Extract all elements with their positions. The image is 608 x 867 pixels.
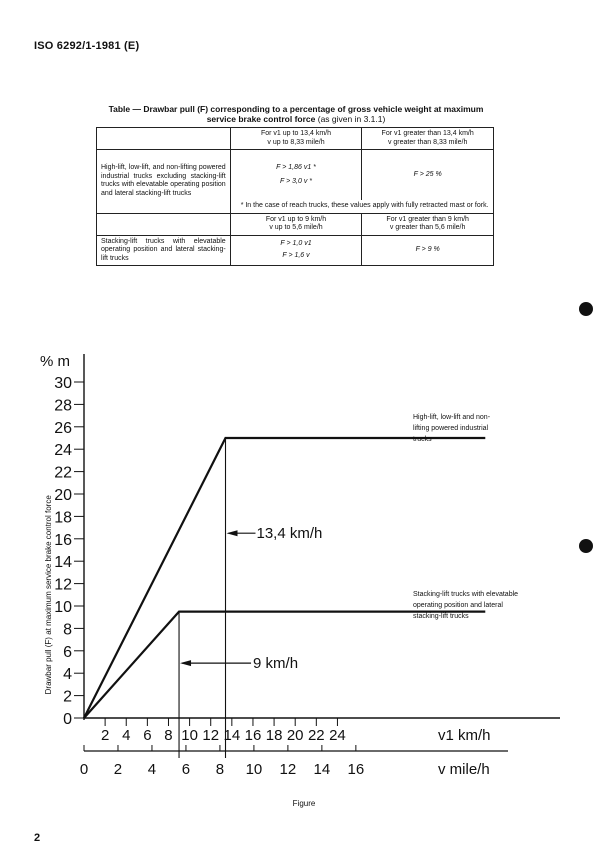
table-caption-title: Table — Drawbar pull (F) corresponding to a percentage of gross vehicle weight at maximum service brake control force (108, 104, 484, 124)
x-kmh-tick-label: 20 (286, 727, 304, 744)
x-kmh-tick-label: 4 (122, 727, 131, 744)
x-kmh-tick-label: 22 (307, 727, 325, 744)
y-tick-label: 4 (63, 666, 72, 684)
x-mph-tick-label: 0 (79, 761, 89, 778)
x-kmh-tick-label: 14 (223, 727, 241, 744)
x-kmh-tick-label: 12 (202, 727, 220, 744)
y-tick-label: 18 (54, 509, 72, 527)
x-mph-tick-label: 2 (113, 761, 123, 778)
x-mph-tick-label: 4 (147, 761, 157, 778)
x-kmh-tick-label: 18 (265, 727, 283, 744)
table-cell-speed-high: For v1 greater than 13,4 km/h v greater than 8,33 mile/h (362, 128, 494, 150)
y-unit-label: % m (40, 353, 70, 370)
arrow-head-icon (227, 530, 238, 536)
table-caption (96, 104, 496, 124)
punch-hole-mark (579, 302, 593, 316)
x-kmh-tick-label: 2 (100, 727, 110, 744)
y-tick-label: 20 (54, 487, 72, 504)
table-cell-formula-low: F > 1,86 v1 * F > 3,0 v * (230, 150, 362, 201)
legend-text-stacking: operating position and lateral (413, 601, 503, 609)
table-cell-vehicle: Stacking-lift trucks with elevatable operating position and lateral stacking-lift trucks (97, 235, 231, 266)
legend-text-high-lift: lifting powered industrial (413, 424, 489, 432)
table-note: * In the case of reach trucks, these values apply with fully retracted mast or fork. (230, 200, 493, 213)
annotation-label-9: 9 km/h (253, 655, 299, 673)
x-mph-axis-label: v mile/h (438, 761, 490, 778)
x-kmh-tick-label: 10 (181, 727, 198, 744)
x-mph-tick-label: 8 (215, 761, 225, 778)
y-tick-label: 14 (54, 554, 72, 572)
y-tick-label: 26 (54, 419, 72, 437)
y-tick-label: 16 (54, 531, 72, 549)
y-tick-label: 0 (63, 711, 72, 728)
table-cell-speed-high: For v1 greater than 9 km/h v greater than 5,6 mile/h (362, 213, 494, 235)
document-code: ISO 6292/1-1981 (E) (34, 40, 140, 52)
table-row (97, 213, 494, 235)
y-tick-label: 6 (63, 643, 72, 661)
y-tick-label: 10 (54, 599, 72, 616)
drawbar-pull-table (96, 127, 494, 266)
x-mph-tick-label: 12 (279, 761, 297, 778)
table-cell-speed-low: For v1 up to 9 km/h v up to 5,6 mile/h (230, 213, 362, 235)
y-tick-label: 2 (63, 688, 72, 706)
table-cell-empty (97, 128, 231, 150)
legend-text-stacking: stacking-lift trucks (413, 612, 469, 620)
annotation-label-13-4: 13,4 km/h (256, 525, 323, 543)
arrow-head-icon (180, 660, 191, 666)
table-cell-formula-high: F > 25 % (362, 150, 494, 201)
table-cell-speed-low: For v1 up to 13,4 km/h v up to 8,33 mile/h (230, 128, 362, 150)
y-tick-label: 24 (54, 442, 72, 460)
x-mph-tick-label: 10 (245, 761, 263, 778)
table-cell-formula-high: F > 9 % (362, 235, 494, 266)
table-row (97, 150, 494, 201)
table-cell-vehicle: High-lift, low-lift, and non-lifting powered industrial trucks excluding stacking-lift trucks with elevatable operating position and lateral stacking-lift trucks (97, 150, 231, 214)
table-row (97, 235, 494, 266)
figure-caption: Figure (292, 799, 316, 808)
series-line-1 (84, 435, 485, 718)
x-kmh-tick-label: 6 (143, 727, 152, 744)
y-tick-label: 12 (54, 576, 72, 594)
page-number: 2 (34, 832, 41, 844)
table-cell-formula-low: F > 1,0 v1 F > 1,6 v (230, 235, 362, 266)
y-tick-label: 30 (54, 375, 72, 392)
legend-text-stacking: Stacking-lift trucks with elevatable (413, 590, 519, 598)
legend-text-high-lift: trucks (413, 435, 432, 443)
y-tick-label: 8 (63, 621, 72, 639)
legend-text-high-lift: High-lift, low-lift and non- (413, 413, 491, 421)
x-mph-tick-label: 14 (313, 761, 331, 778)
drawbar-pull-chart (0, 340, 608, 790)
table-caption-reference: (as given in 3.1.1) (317, 114, 386, 124)
x-mph-tick-label: 16 (347, 761, 365, 778)
x-kmh-axis-label: v1 km/h (438, 727, 491, 744)
y-axis-label: Drawbar pull (F) at maximum service brake control force (44, 495, 53, 695)
table-row (97, 128, 494, 150)
x-kmh-tick-label: 24 (329, 727, 346, 744)
y-tick-label: 28 (54, 397, 72, 415)
y-tick-label: 22 (54, 464, 72, 482)
x-mph-tick-label: 6 (181, 761, 191, 778)
x-kmh-tick-label: 8 (164, 727, 173, 744)
x-kmh-tick-label: 16 (244, 727, 262, 744)
table-cell-empty (97, 213, 231, 235)
